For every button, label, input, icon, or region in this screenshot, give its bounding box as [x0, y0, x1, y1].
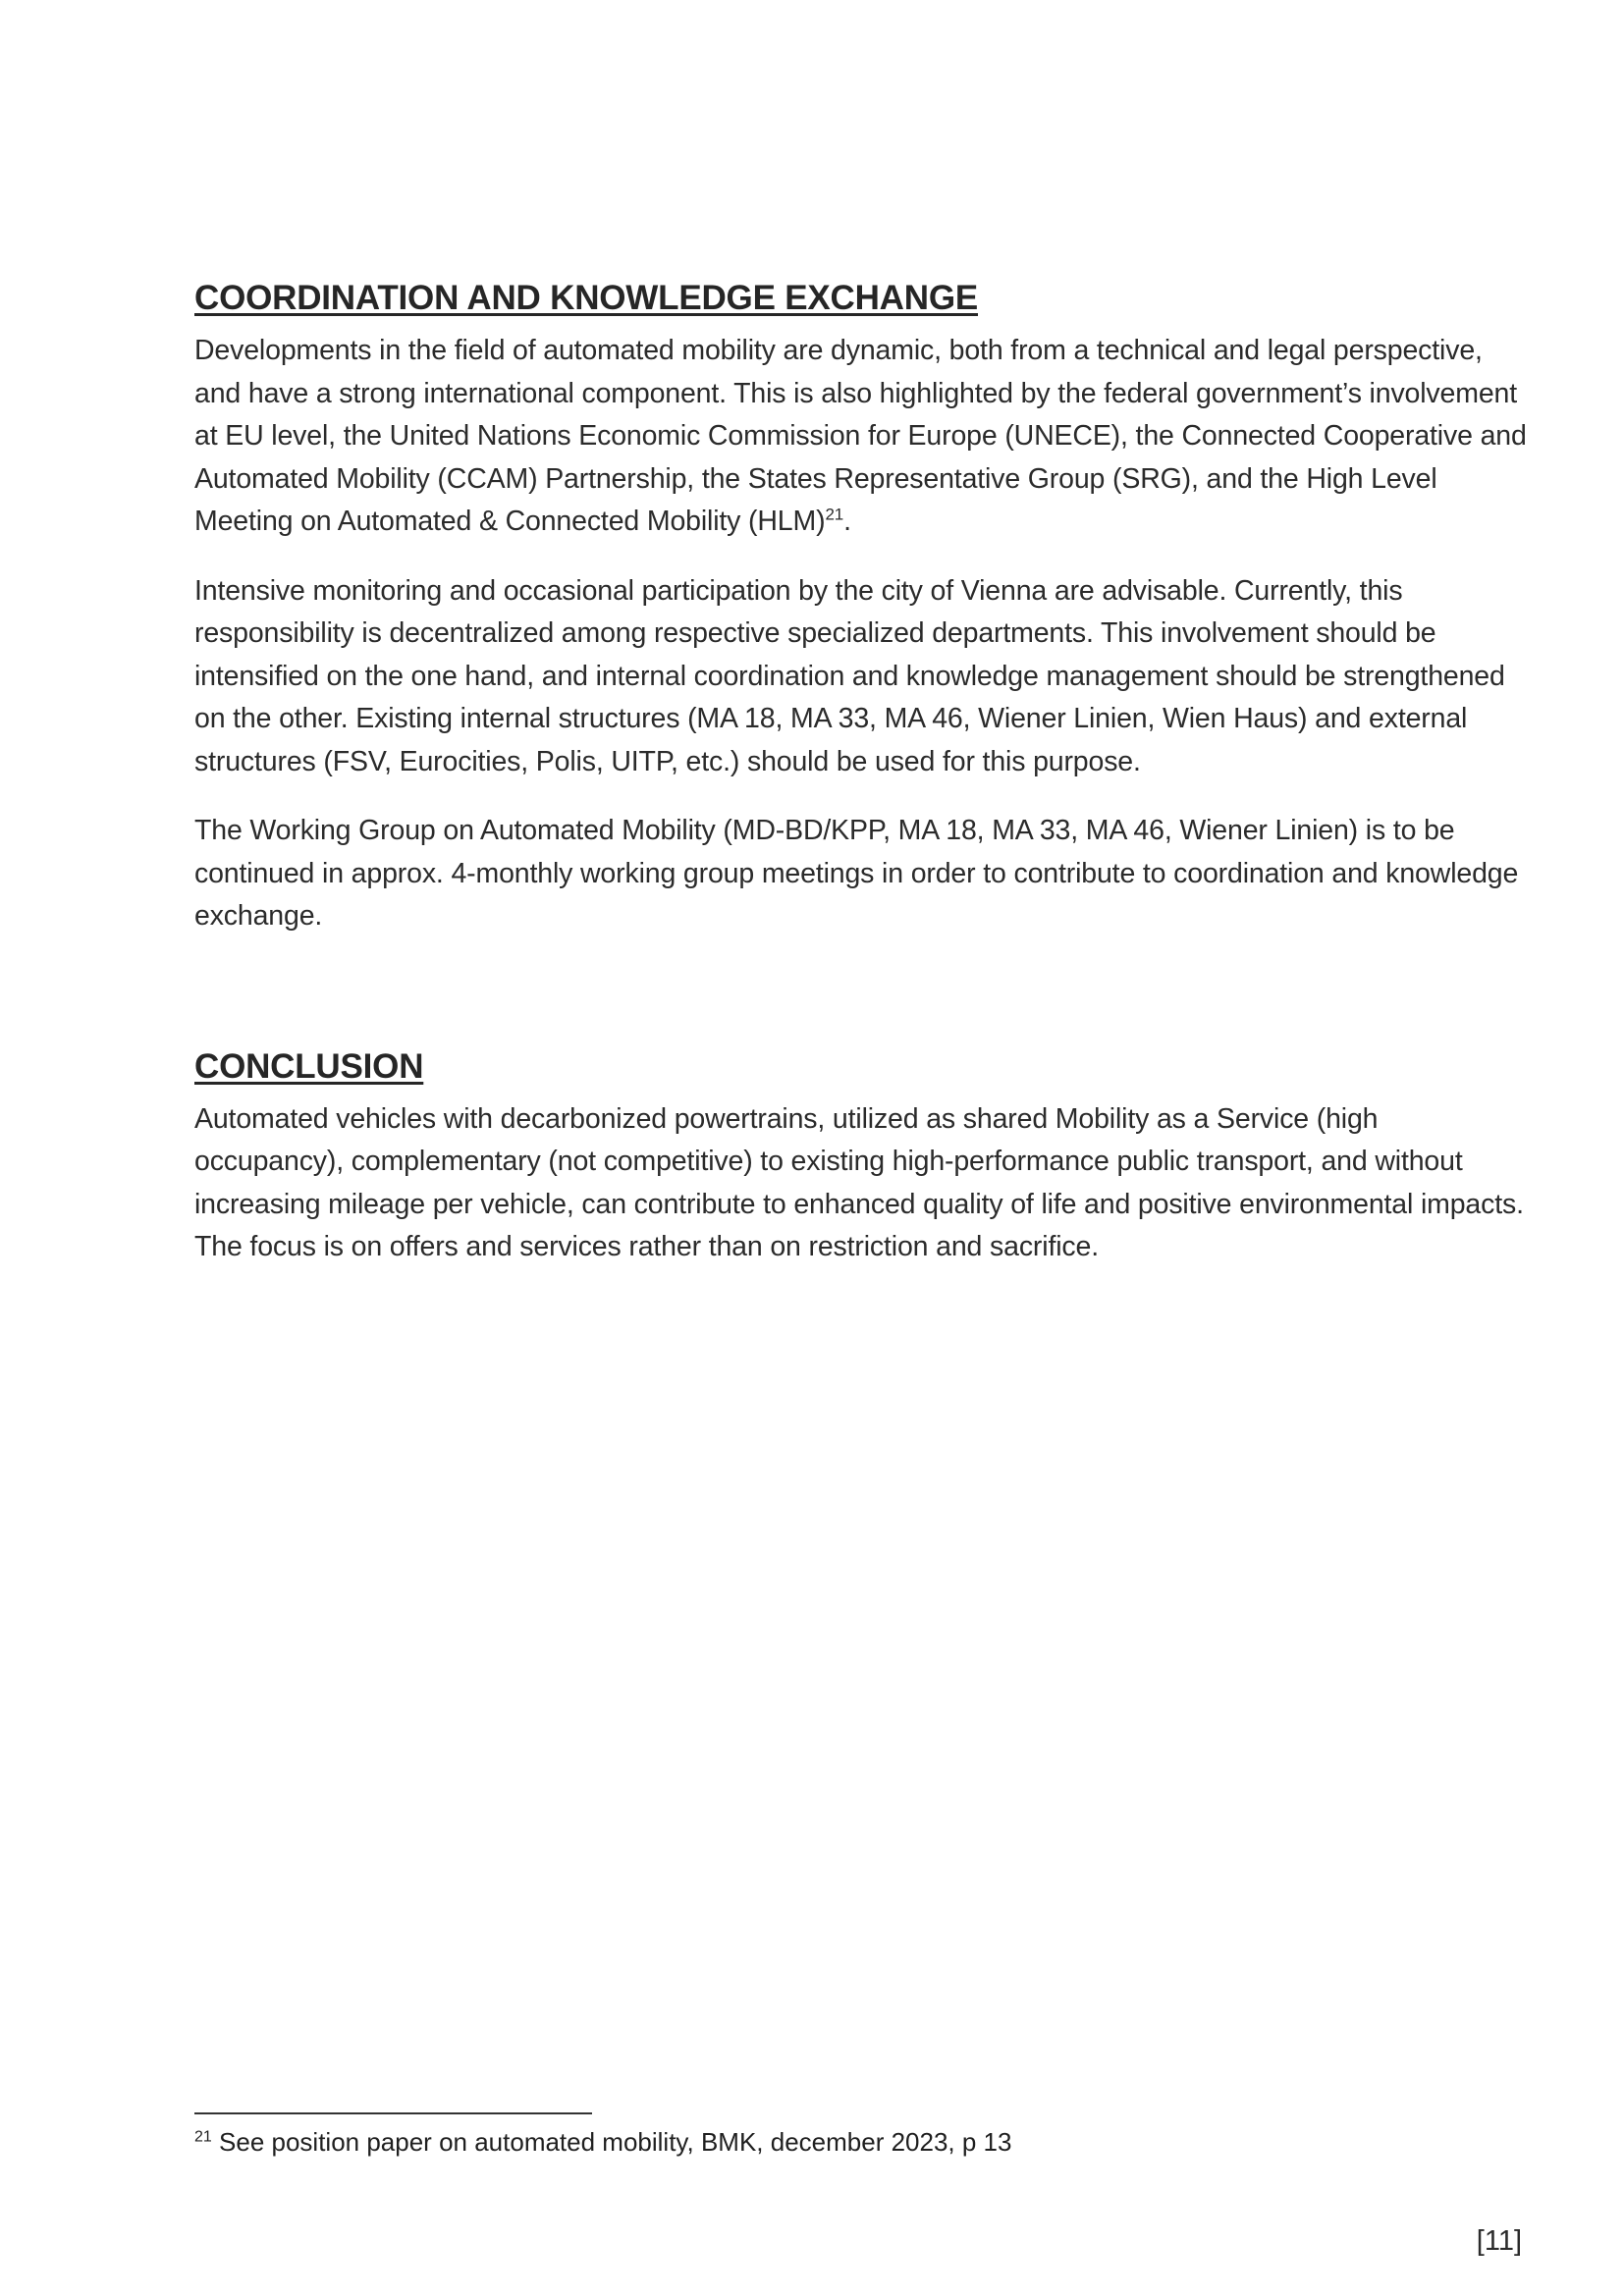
section-spacer — [194, 965, 1530, 1045]
footnote-number: 21 — [194, 2128, 212, 2146]
sentence-period: . — [843, 506, 851, 537]
paragraph: The Working Group on Automated Mobility (MD-BD/KPP, MA 18, MA 33, MA 46, Wiener Linien) is to be continued in approx. 4-monthly working group meetings in order to contribute to coordination and knowledge exchange. — [194, 815, 1519, 932]
paragraph: Automated vehicles with decarbonized powertrains, utilized as shared Mobility as a Service (high occupancy), complementary (not competitive) to existing high-performance public transport, and without increasing mileage per vehicle, can contribute to enhanced quality of life and positive environmental impacts. The focus is on offers and services rather than on restriction and sacrifice. — [194, 1102, 1524, 1262]
section-heading-conclusion: CONCLUSION — [194, 1046, 424, 1086]
footnote-reference[interactable]: 21 — [825, 505, 844, 524]
page-content — [194, 277, 1530, 1296]
footnote-text: See position paper on automated mobility, BMK, december 2023, p 13 — [211, 2127, 1012, 2157]
paragraph-text: Developments in the field of automated mobility are dynamic, both from a technical and legal perspective, and have a strong international component. This is also highlighted by the federal government’s involvement at EU level, the United Nations Economic Commission for Europe (UNECE), the Connected Cooperative and Automated Mobility (CCAM) Partnership, the States Representative Group (SRG), and the High Level Meeting on Automated & Connected Mobility (HLM) — [194, 335, 1527, 537]
page-number: [11] — [1476, 2225, 1522, 2257]
section-heading-coordination: COORDINATION AND KNOWLEDGE EXCHANGE — [194, 279, 979, 317]
section-conclusion — [194, 1045, 1530, 1269]
paragraph: Intensive monitoring and occasional participation by the city of Vienna are advisable. Currently, this responsibility is decentralized among respective specialized departments. This involvement should be intensified on the one hand, and internal coordination and knowledge management should be strengthened on the other. Existing internal structures (MA 18, MA 33, MA 46, Wiener Linien, Wien Haus) and external structures (FSV, Eurocities, Polis, UITP, etc.) should be used for this purpose. — [194, 574, 1505, 777]
paragraph — [194, 330, 1530, 544]
section-coordination — [194, 277, 1530, 938]
footnote — [194, 2124, 1471, 2160]
footnote-divider — [194, 2112, 592, 2114]
